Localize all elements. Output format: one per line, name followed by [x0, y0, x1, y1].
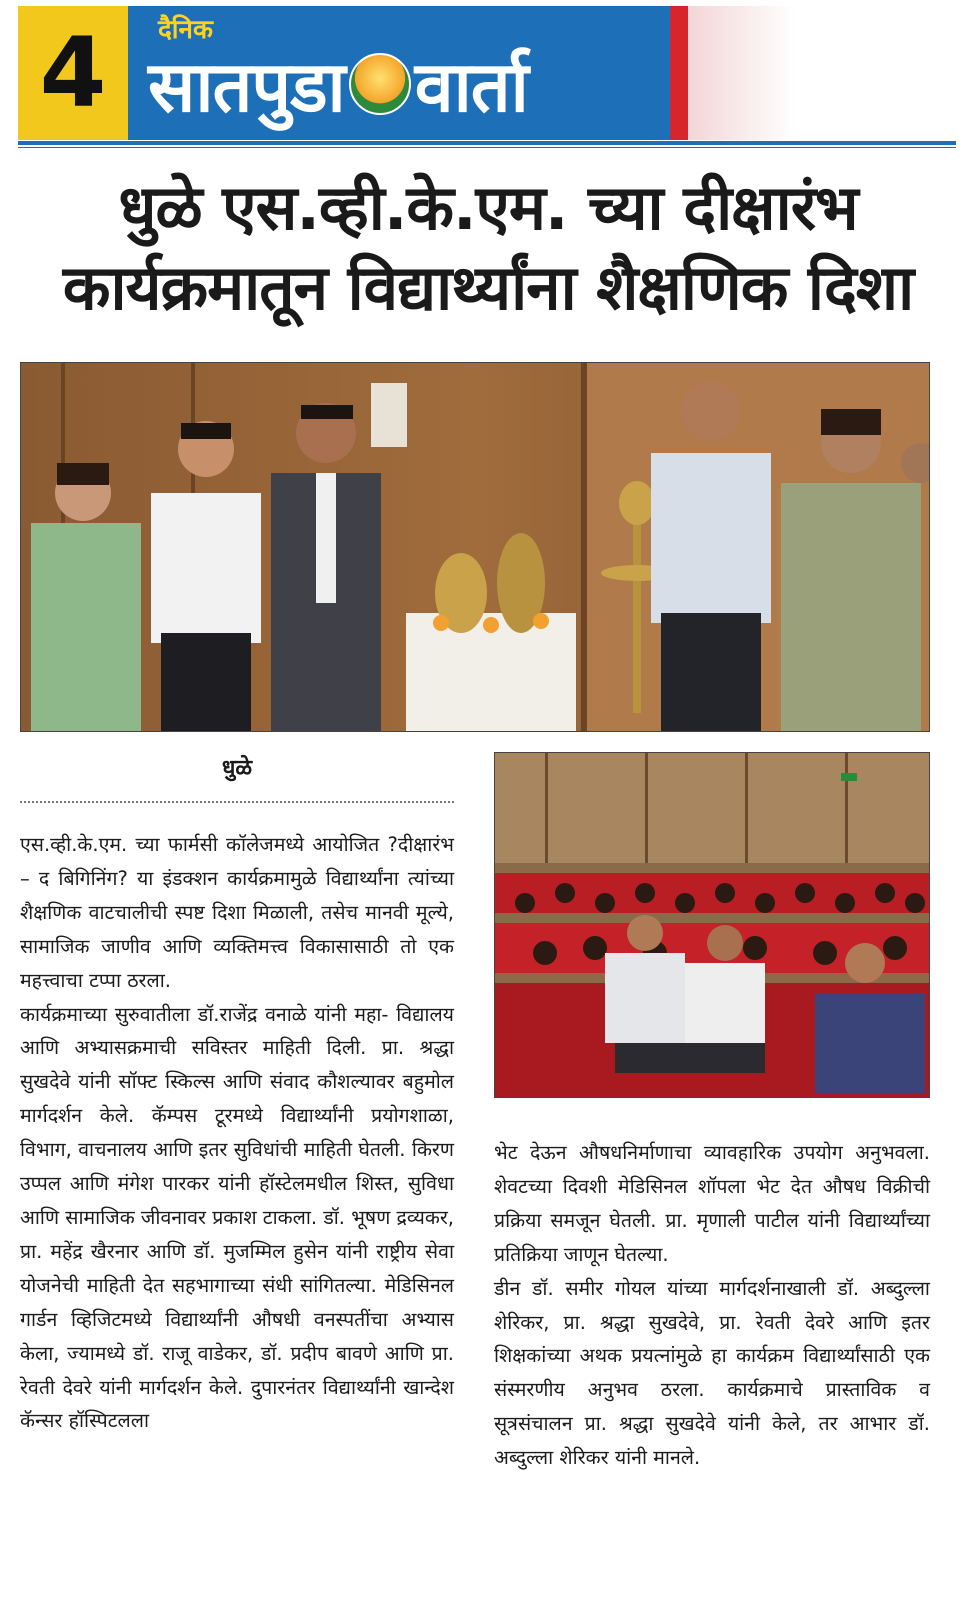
masthead-rule-thin [18, 147, 956, 148]
article-body-left-column [20, 828, 454, 1438]
article-paragraph: डीन डॉ. समीर गोयल यांच्या मार्गदर्शनाखाली डॉ. अब्दुल्ला शेरिकर, प्रा. श्रद्धा सुखदेवे, प्रा. रेवती देवरे आणि इतर शिक्षकांच्या अथक प्रयत्नांमुळे हा कार्यक्रम विद्यार्थ्यांसाठी एक संस्मरणीय अनुभव ठरला. कार्यक्रमाचे प्रास्ताविक व सूत्रसंचालन प्रा. श्रद्धा सुखदेवे यांनी केले, तर आभार डॉ. अब्दुल्ला शेरिकर यांनी मानले. [494, 1276, 930, 1470]
article-paragraph: एस.व्ही.के.एम. च्या फार्मसी कॉलेजमध्ये आयोजित ?दीक्षारंभ – द बिगिनिंग? या इंडक्शन कार्यक्रमामुळे विद्यार्थ्यांना त्यांच्या शैक्षणिक वाटचालीची स्पष्ट दिशा मिळाली, तसेच मानवी मूल्ये, सामाजिक जाणीव आणि व्यक्तिमत्त्व विकासासाठी तो एक महत्त्वाचा टप्पा ठरला. [20, 833, 454, 992]
article-paragraph: भेट देऊन औषधनिर्माणाचा व्यावहारिक उपयोग अनुभवला. शेवटच्या दिवशी मेडिसिनल शॉपला भेट देत औषध विक्रीची प्रक्रिया समजून घेतली. प्रा. मृणाली पाटील यांनी विद्यार्थ्यांच्या प्रतिक्रिया जाणून घेतल्या. [494, 1141, 930, 1266]
article-dateline: धुळे [221, 756, 253, 781]
masthead [18, 6, 956, 140]
brand-logo [148, 36, 528, 132]
page-number: 4 [39, 17, 107, 129]
masthead-red-stripe [670, 6, 688, 140]
main-event-photo [20, 362, 930, 732]
brand-name-part2: वार्ता [414, 46, 528, 128]
article-paragraph: कार्यक्रमाच्या सुरुवातीला डॉ.राजेंद्र वनाळे यांनी महा- विद्यालय आणि अभ्यासक्रमाची सविस्तर माहिती दिली. प्रा. श्रद्धा सुखदेवे यांनी सॉफ्ट स्किल्स आणि संवाद कौशल्यावर बहुमोल मार्गदर्शन केले. कॅम्पस टूरमध्ये विद्यार्थ्यांनी प्रयोगशाळा, विभाग, वाचनालय आणि इतर सुविधांची माहिती घेतली. किरण उप्पल आणि मंगेश पारकर यांनी हॉस्टेलमधील शिस्त, सुविधा आणि सामाजिक जीवनावर प्रकाश टाकला. डॉ. भूषण द्रव्यकर, प्रा. महेंद्र खैरनार आणि डॉ. मुजम्मिल हुसेन यांनी राष्ट्रीय सेवा योजनेची माहिती देत सहभागाच्या संधी सांगितल्या. मेडिसिनल गार्डन व्हिजिटमध्ये विद्यार्थ्यांनी औषधी वनस्पतींचा अभ्यास केला, ज्यामध्ये डॉ. राजू वाडेकर, डॉ. प्रदीप बावणे आणि प्रा. रेवती देवरे यांनी मार्गदर्शन केले. दुपारनंतर विद्यार्थ्यांनी खान्देश कॅन्सर हॉस्पिटलला [20, 1002, 454, 1433]
auditorium-photo [494, 752, 930, 1098]
brand-prefix: दैनिक [158, 15, 213, 45]
brand-banner [128, 6, 688, 140]
headline-line-1: धुळे एस.व्ही.के.एम. च्या दीक्षारंभ [118, 171, 858, 244]
masthead-rule [18, 141, 956, 145]
brand-name-part1: सातपुडा [148, 46, 345, 128]
article-headline [20, 168, 956, 328]
article-body-right-column [494, 1136, 930, 1475]
dateline-divider [20, 801, 454, 803]
farmer-emblem-icon [349, 53, 411, 115]
headline-line-2: कार्यक्रमातून विद्यार्थ्यांना शैक्षणिक दिशा [62, 251, 914, 324]
masthead-right-panel [688, 6, 956, 140]
page-number-box [18, 6, 128, 140]
